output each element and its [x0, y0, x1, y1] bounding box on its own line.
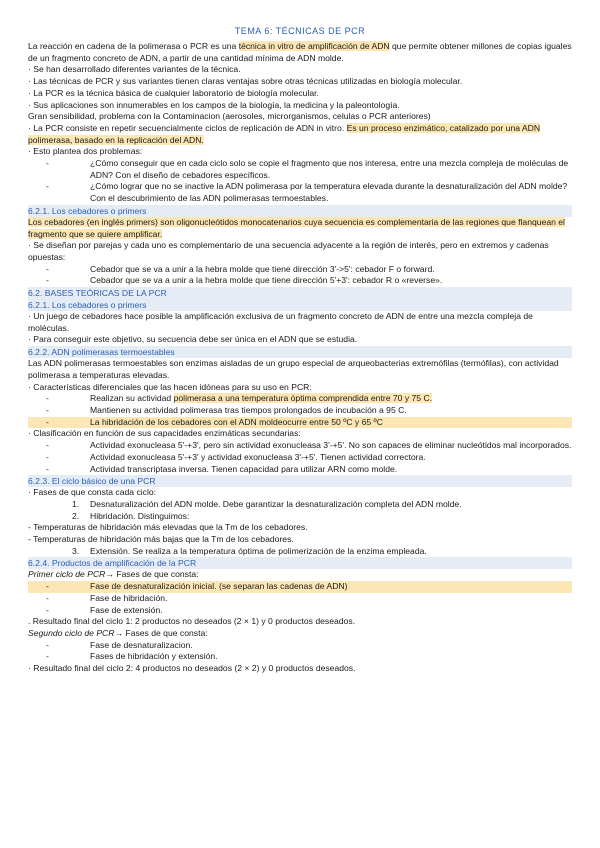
dash-marker: - — [46, 592, 49, 603]
sensitivity-note: Gran sensibilidad, problema con la Contaminacion (aerosoles, microrganismos, celulas o PCR anteriores) — [28, 111, 431, 122]
classification-intro: · Clasificación en función de sus capacidades enzimáticas secundarias: — [28, 428, 301, 439]
classification-text: Actividad exonucleasa 5'-+3', pero sin actividad exonucleasa 3'-+5'. No son capaces de eliminar nucleótidos mal incorporados. — [90, 440, 572, 451]
classification-item — [28, 452, 572, 464]
bullet-advantages: · Las técnicas de PCR y sus variantes tienen claras ventajas sobre otras técnicas utilizadas en biología molecular. — [28, 76, 463, 87]
characteristic-text: Mantienen su actividad polimerasa tras tiempos prolongados de incubación a 95 C. — [90, 404, 407, 415]
second-cycle-item — [28, 640, 572, 652]
primer-item — [28, 275, 572, 287]
intro-paragraph — [28, 41, 572, 64]
characteristic-highlight: polimerasa a una temperatura óptima comprendida entre 70 y 75 C. — [173, 393, 433, 404]
bullet-applications: · Sus aplicaciones son innumerables en los campos de la biología, la medicina y la paleontología. — [28, 99, 400, 110]
cycle-phase-text: Fase de desnaturalización inicial. (se separan las cadenas de ADN) — [90, 581, 348, 592]
pairs-design: · Se diseñan por parejas y cada uno es complementario de una secuencia adyacente a la región de interés, pero en extremos y cadenas opuestas: — [28, 240, 549, 262]
characteristics-intro: · Características diferenciales que las hacen idóneas para su uso en PCR: — [28, 381, 312, 392]
first-cycle-title — [28, 569, 572, 581]
cebadores-definition — [28, 217, 572, 240]
hybridization-temp-high: - Temperaturas de hibridación más elevadas que la Tm de los cebadores. — [28, 522, 308, 533]
pcr-consists-text: · La PCR consiste en repetir secuencialmente ciclos de replicación de ADN in vitro. — [28, 122, 347, 133]
intro-highlight: técnica in vitro de amplificación de ADN — [238, 41, 390, 51]
dash-marker: - — [46, 158, 49, 169]
dash-marker: - — [46, 639, 49, 650]
hybridization-temp-low: - Temperaturas de hibridación más bajas que la Tm de los cebadores. — [28, 534, 294, 545]
dash-marker: - — [46, 604, 49, 615]
phase-text: Extensión. Se realiza a la temperatura óptima de polimerización de la enzima empleada. — [90, 545, 427, 556]
thermostable-definition: Las ADN polimerasas termoestables son enzimas aisladas de un grupo especial de arqueobacterias extremófilas (termófilas), con actividad polimerasa a temperaturas elevadas. — [28, 358, 559, 380]
phase-number: 3. — [72, 545, 80, 556]
first-cycle-rest: → Fases de que consta: — [105, 569, 199, 580]
cycle-phase-text: Fase de hibridación. — [90, 592, 168, 603]
problems-intro: · Esto plantea dos problemas: — [28, 146, 143, 157]
characteristic-item — [28, 405, 572, 417]
bullet-variants: · Se han desarrollado diferentes variantes de la técnica. — [28, 64, 241, 75]
second-cycle-rest: → Fases de que consta: — [114, 627, 208, 638]
dash-marker: - — [46, 416, 49, 427]
first-cycle-item — [28, 605, 572, 617]
dash-marker: - — [46, 404, 49, 415]
dash-marker: - — [46, 463, 49, 474]
section-heading-621-repeat: 6.2.1. Los cebadores o primers — [28, 299, 572, 311]
primer-set-paragraph: · Un juego de cebadores hace posible la amplificación exclusiva de un fragmento concreto de ADN de entre una mezcla compleja de moléculas. — [28, 311, 533, 333]
first-cycle-result: . Resultado final del ciclo 1: 2 productos no deseados (2 × 1) y 0 productos deseados. — [28, 616, 356, 627]
phase-item — [28, 546, 572, 558]
classification-item — [28, 440, 572, 452]
classification-item — [28, 464, 572, 476]
dash-marker: - — [46, 275, 49, 286]
characteristic-item — [28, 393, 572, 405]
characteristic-text: Realizan su actividad — [90, 393, 174, 404]
problem-text: ¿Cómo conseguir que en cada ciclo solo se copie el fragmento que nos interesa, entre una mezcla compleja de moléculas de ADN? Con el diseño de cebadores específicos. — [90, 158, 569, 180]
section-heading-622: 6.2.2. ADN polimerasas termoestables — [28, 346, 572, 358]
problem-text: ¿Cómo lograr que no se inactive la ADN polimerasa por la temperatura elevada durante la desnaturalización del ADN molde? Con el descubrimiento de las ADN polimerasas termoestables. — [90, 181, 568, 204]
characteristic-item-highlighted — [28, 417, 572, 429]
phase-text: Hibridación. Distinguimos: — [90, 510, 190, 521]
section-heading-621: 6.2.1. Los cebadores o primers — [28, 205, 572, 217]
dash-marker: - — [46, 181, 49, 192]
intro-text: La reacción en cadena de la polimerasa o PCR es una — [28, 41, 239, 51]
intro-text-end: que permite obtener millones de copias iguales de un fragmento concreto de ADN, a partir de una cantidad mínima de ADN molde. — [28, 41, 572, 63]
dash-marker: - — [46, 263, 49, 274]
unique-sequence-paragraph: · Para conseguir este objetivo, su secuencia debe ser única en el ADN que se estudia. — [28, 334, 358, 345]
characteristic-text: La hibridación de los cebadores con el ADN moldeocurre entre 50 ºC y 65 ºC — [90, 416, 383, 427]
page-title: TEMA 6: TÉCNICAS DE PCR — [234, 26, 366, 36]
phase-number: 2. — [72, 510, 80, 521]
dash-marker: - — [46, 451, 49, 462]
section-heading-623: 6.2.3. El ciclo básico de una PCR — [28, 475, 572, 487]
primer-text: Cebador que se va a unir a la hebra molde que tiene dirección 5'+3': cebador R o «reverse». — [90, 275, 443, 286]
cebadores-highlight: Los cebadores (en inglés primers) son oligonucleótidos monocatenarios cuya secuencia es complementaria de las regiones que flanquean el fragmento que se quiere amplificar. — [28, 216, 565, 239]
section-heading-62: 6.2. BASES TEÓRICAS DE LA PCR — [28, 287, 572, 299]
primer-text: Cebador que se va a unir a la hebra molde que tiene dirección 3'->5': cebador F o forward. — [90, 263, 435, 274]
phases-intro: · Fases de que consta cada ciclo: — [28, 487, 157, 498]
cycle-phase-text: Fases de hibridación y extensión. — [90, 651, 218, 662]
problem-item — [28, 158, 572, 181]
cycle-phase-text: Fase de desnaturalizacion. — [90, 639, 193, 650]
first-cycle-item — [28, 593, 572, 605]
phase-item — [28, 499, 572, 511]
dash-marker: - — [46, 651, 49, 662]
first-cycle-label: Primer ciclo de PCR — [28, 569, 106, 580]
dash-marker: - — [46, 440, 49, 451]
dash-marker: - — [46, 581, 49, 592]
second-cycle-item — [28, 651, 572, 663]
section-heading-624: 6.2.4. Productos de amplificación de la PCR — [28, 557, 572, 569]
dash-marker: - — [46, 393, 49, 404]
classification-text: Actividad exonucleasa 5'-+3' y actividad exonucleasa 3'-+5'. Tienen actividad correctora. — [90, 451, 426, 462]
second-cycle-label: Segundo ciclo de PCR — [28, 627, 115, 638]
primer-item — [28, 264, 572, 276]
second-cycle-result: · Resultado final del ciclo 2: 4 productos no deseados (2 × 2) y 0 productos deseados. — [28, 663, 356, 674]
classification-text: Actividad transcriptasa inversa. Tienen capacidad para utilizar ARN como molde. — [90, 463, 398, 474]
phase-item — [28, 511, 572, 523]
problem-item — [28, 181, 572, 204]
first-cycle-item-highlighted — [28, 581, 572, 593]
second-cycle-title — [28, 628, 572, 640]
cycle-phase-text: Fase de extensión. — [90, 604, 163, 615]
pcr-consists-highlight: Es un proceso enzimático, catalizado por una ADN polimerasa, basado en la replicación del ADN. — [28, 122, 541, 145]
phase-number: 1. — [72, 498, 80, 509]
pcr-consists-paragraph — [28, 123, 572, 146]
phase-text: Desnaturalización del ADN molde. Debe garantizar la desnaturalización completa del ADN molde. — [90, 498, 462, 509]
bullet-basic-technique: · La PCR es la técnica básica de cualquier laboratorio de biología molecular. — [28, 87, 319, 98]
